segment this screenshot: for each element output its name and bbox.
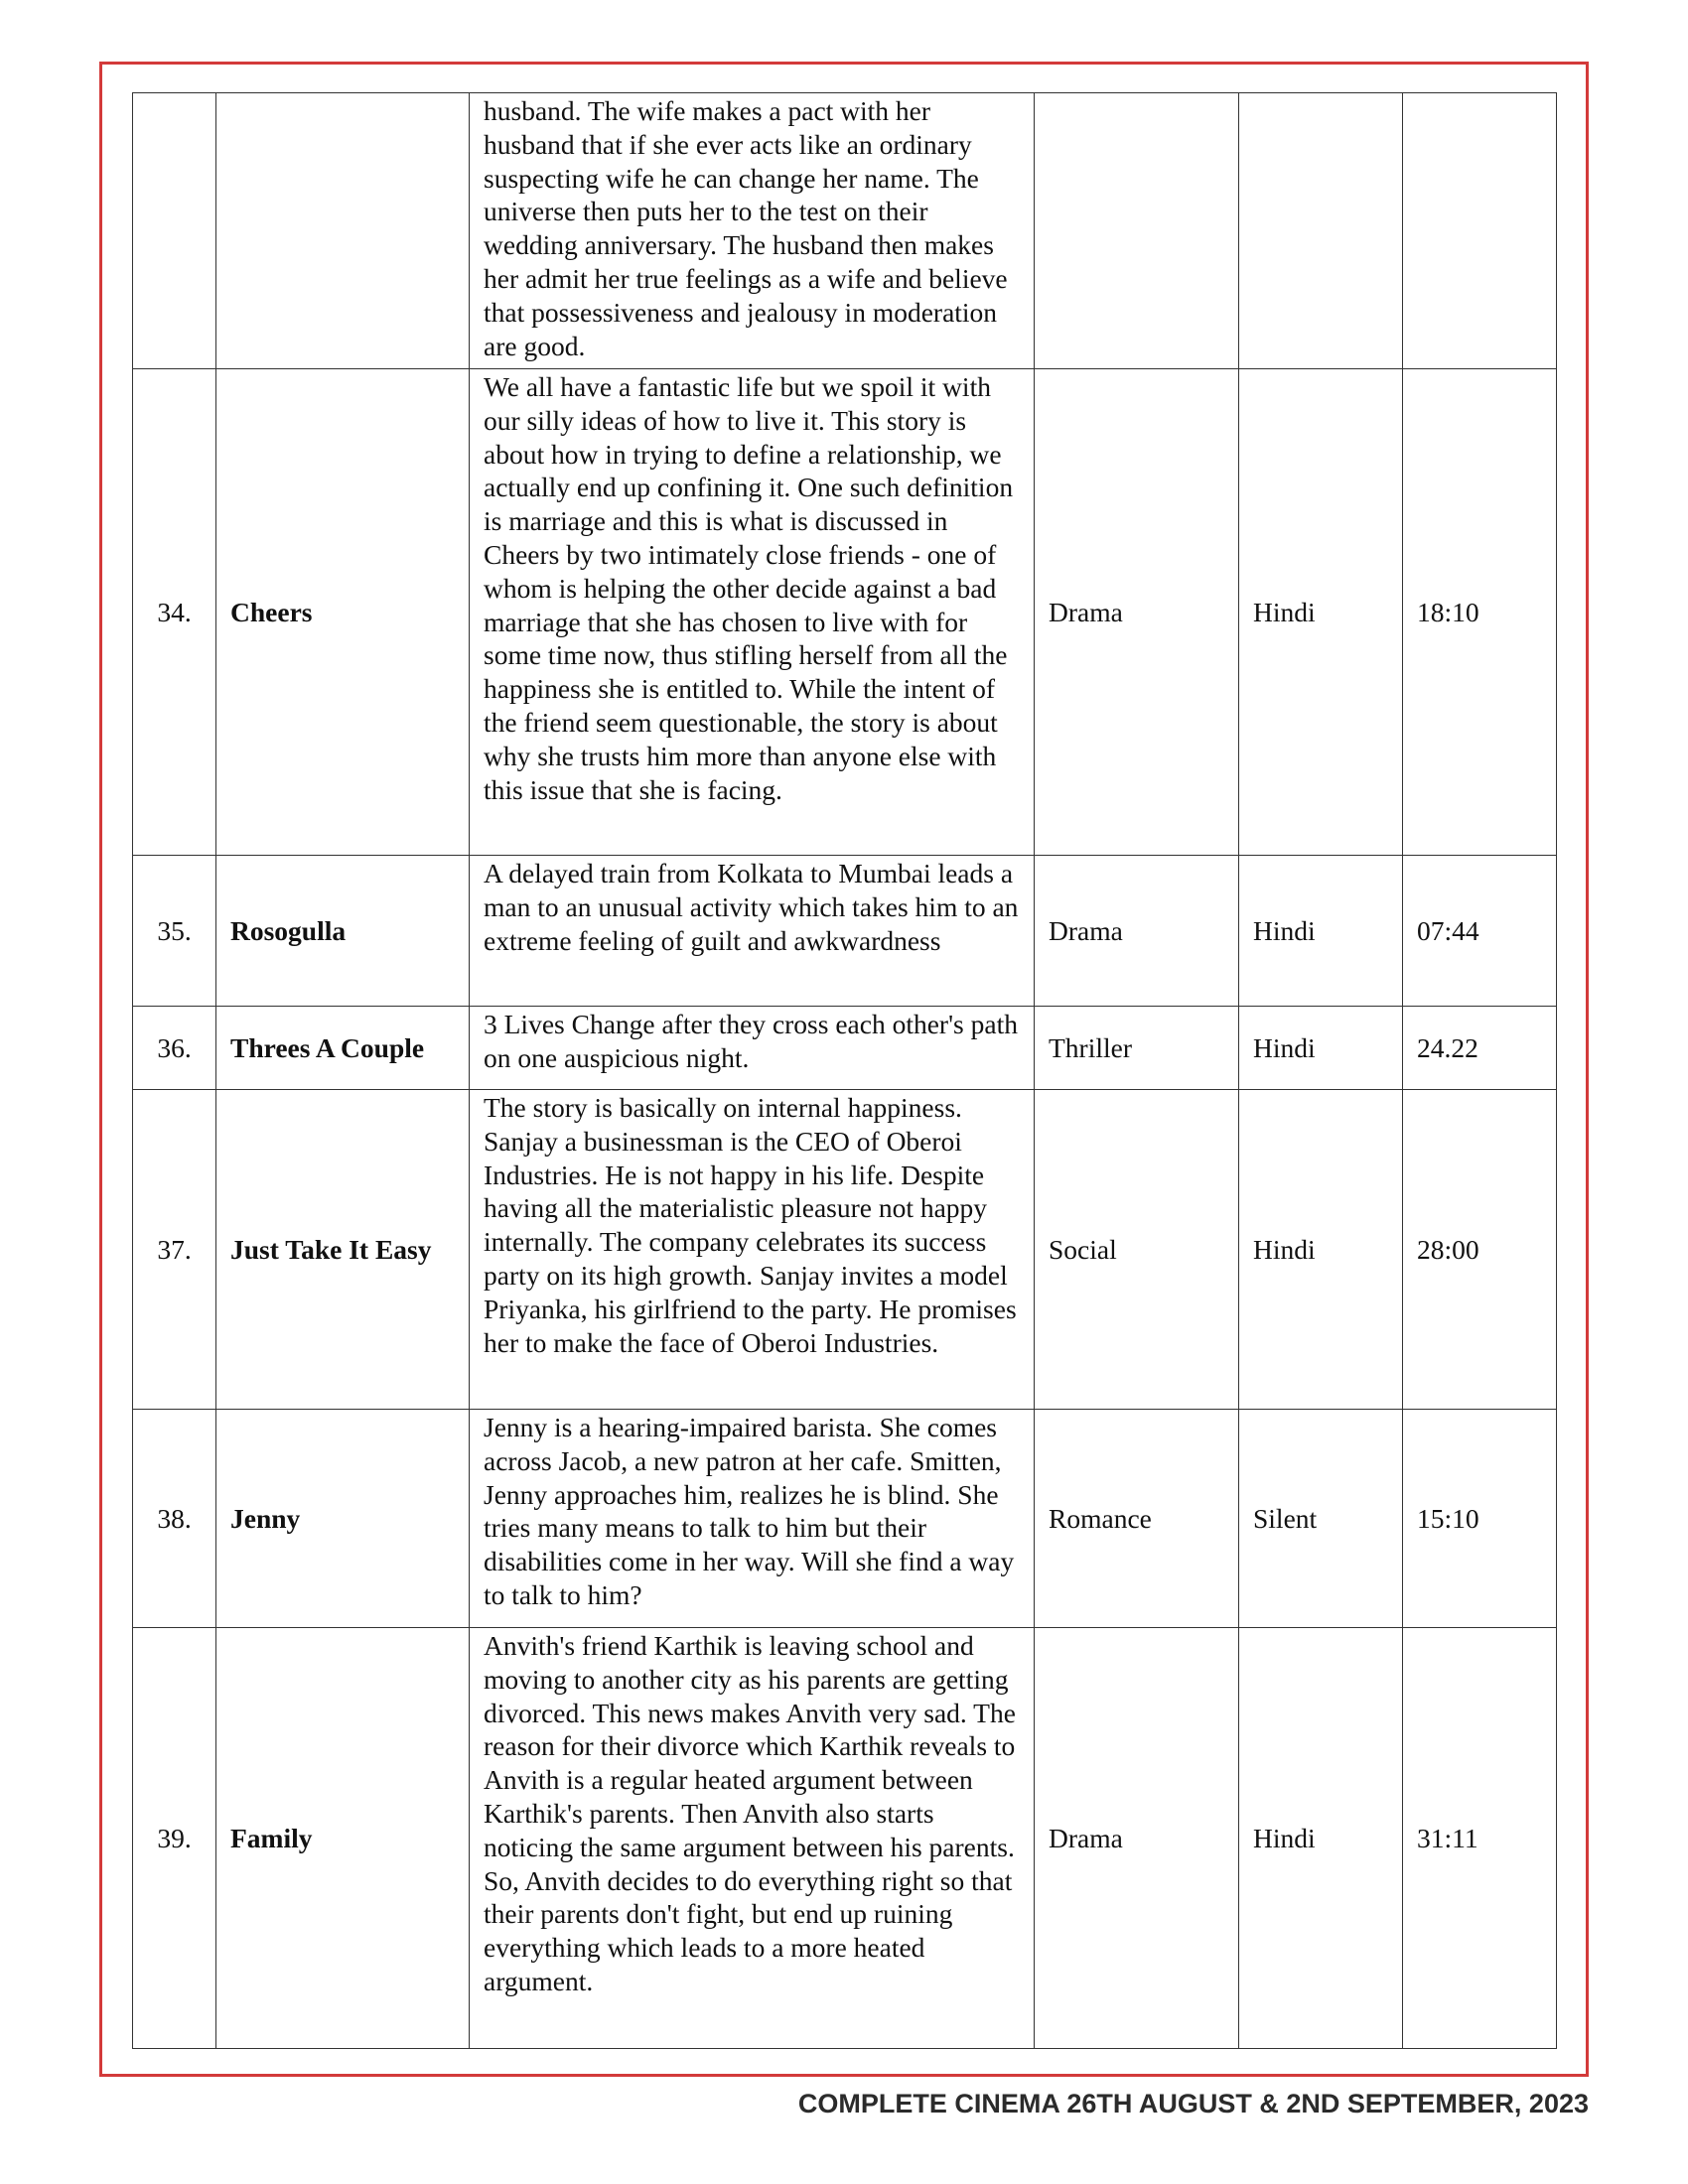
films-table <box>132 92 1557 2049</box>
film-synopsis: A delayed train from Kolkata to Mumbai leads a man to an unusual activity which takes him to an extreme feeling of guilt and awkwardness <box>470 856 1035 1007</box>
film-duration: 31:11 <box>1403 1628 1557 2049</box>
film-synopsis: 3 Lives Change after they cross each other's path on one auspicious night. <box>470 1007 1035 1090</box>
table-row <box>133 1090 1557 1410</box>
film-duration: 18:10 <box>1403 369 1557 856</box>
table-row <box>133 1410 1557 1628</box>
film-duration: 28:00 <box>1403 1090 1557 1410</box>
page-footer: COMPLETE CINEMA 26TH AUGUST & 2ND SEPTEMBER, 2023 <box>797 2089 1589 2118</box>
film-title: Jenny <box>216 1410 470 1628</box>
film-genre: Drama <box>1035 369 1239 856</box>
film-language: Hindi <box>1239 1090 1403 1410</box>
film-number: 38. <box>133 1410 216 1628</box>
film-genre: Social <box>1035 1090 1239 1410</box>
film-number <box>133 93 216 369</box>
film-duration: 15:10 <box>1403 1410 1557 1628</box>
table-row <box>133 93 1557 369</box>
film-number: 34. <box>133 369 216 856</box>
film-number: 39. <box>133 1628 216 2049</box>
film-title: Threes A Couple <box>216 1007 470 1090</box>
film-language <box>1239 93 1403 369</box>
film-duration: 24.22 <box>1403 1007 1557 1090</box>
film-genre <box>1035 93 1239 369</box>
film-synopsis: husband. The wife makes a pact with her husband that if she ever acts like an ordinary suspecting wife he can change her name. The universe then puts her to the test on their wedding anniversary. The husband then makes her admit her true feelings as a wife and believe that possessiveness and jealousy in moderation are good. <box>470 93 1035 369</box>
table-row <box>133 1007 1557 1090</box>
film-genre: Drama <box>1035 1628 1239 2049</box>
film-synopsis: The story is basically on internal happiness. Sanjay a businessman is the CEO of Oberoi Industries. He is not happy in his life. Despite having all the materialistic pleasure not happy internally. The company celebrates its success party on its high growth. Sanjay invites a model Priyanka, his girlfriend to the party. He promises her to make the face of Oberoi Industries. <box>470 1090 1035 1410</box>
film-language: Silent <box>1239 1410 1403 1628</box>
table-row <box>133 856 1557 1007</box>
film-duration <box>1403 93 1557 369</box>
film-title: Cheers <box>216 369 470 856</box>
film-number: 37. <box>133 1090 216 1410</box>
film-language: Hindi <box>1239 1007 1403 1090</box>
film-synopsis: We all have a fantastic life but we spoil it with our silly ideas of how to live it. This story is about how in trying to define a relationship, we actually end up confining it. One such definition is marriage and this is what is discussed in Cheers by two intimately close friends - one of whom is helping the other decide against a bad marriage that she has chosen to live with for some time now, thus stifling herself from all the happiness she is entitled to. While the intent of the friend seem questionable, the story is about why she trusts him more than anyone else with this issue that she is facing. <box>470 369 1035 856</box>
film-title: Just Take It Easy <box>216 1090 470 1410</box>
film-title: Family <box>216 1628 470 2049</box>
table-row <box>133 369 1557 856</box>
film-number: 35. <box>133 856 216 1007</box>
film-language: Hindi <box>1239 369 1403 856</box>
film-genre: Drama <box>1035 856 1239 1007</box>
film-synopsis: Jenny is a hearing-impaired barista. She comes across Jacob, a new patron at her cafe. Smitten, Jenny approaches him, realizes he is blind. She tries many means to talk to him but their disabilities come in her way. Will she find a way to talk to him? <box>470 1410 1035 1628</box>
table-row <box>133 1628 1557 2049</box>
film-language: Hindi <box>1239 856 1403 1007</box>
film-number: 36. <box>133 1007 216 1090</box>
film-duration: 07:44 <box>1403 856 1557 1007</box>
film-genre: Romance <box>1035 1410 1239 1628</box>
film-genre: Thriller <box>1035 1007 1239 1090</box>
film-title <box>216 93 470 369</box>
film-title: Rosogulla <box>216 856 470 1007</box>
film-synopsis: Anvith's friend Karthik is leaving school and moving to another city as his parents are getting divorced. This news makes Anvith very sad. The reason for their divorce which Karthik reveals to Anvith is a regular heated argument between Karthik's parents. Then Anvith also starts noticing the same argument between his parents. So, Anvith decides to do everything right so that their parents don't fight, but end up ruining everything which leads to a more heated argument. <box>470 1628 1035 2049</box>
film-language: Hindi <box>1239 1628 1403 2049</box>
